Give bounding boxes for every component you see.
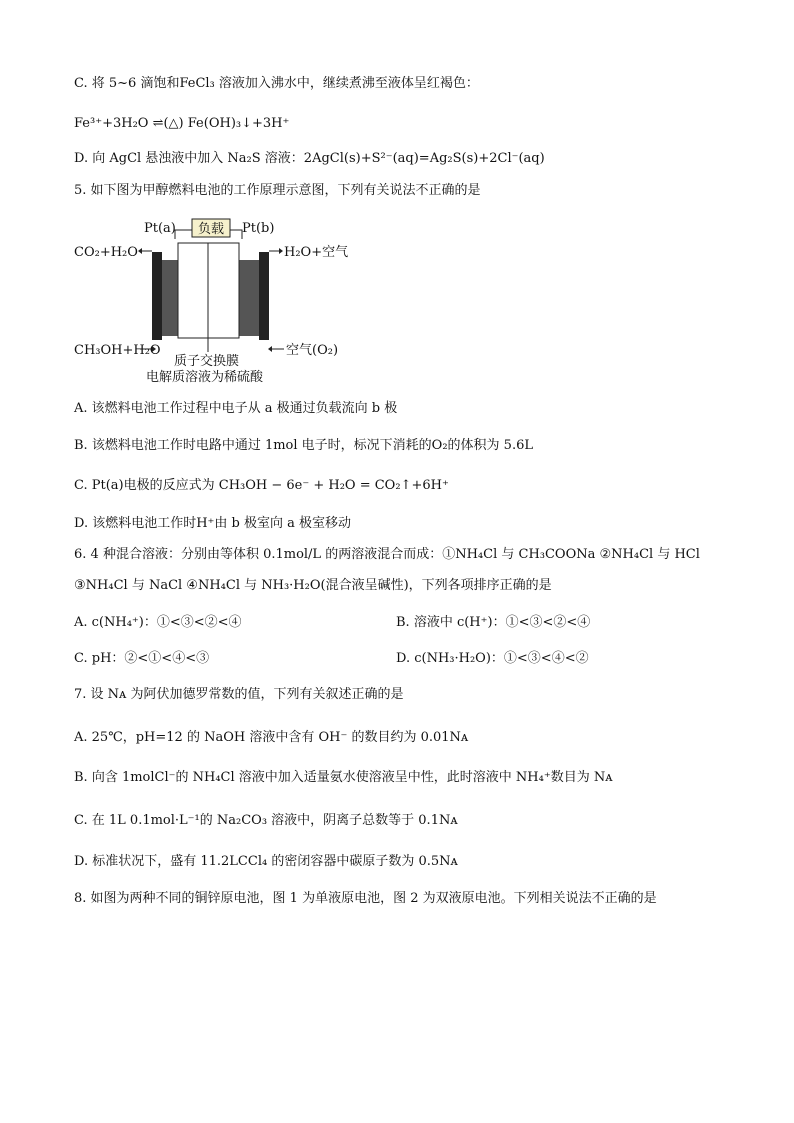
- q6-option-d: D. c(NH₃·H₂O)：①<③<④<②: [396, 651, 589, 666]
- q7-option-b: B. 向含 1molCl⁻的 NH₄Cl 溶液中加入适量氨水使溶液呈中性，此时溶液中 NH₄⁺数目为 Nᴀ: [74, 770, 613, 785]
- q8-stem: 8. 如图为两种不同的铜锌原电池，图 1 为单液原电池，图 2 为双液原电池。下列相关说法不正确的是: [74, 891, 657, 906]
- membrane-label: 质子交换膜: [174, 354, 240, 369]
- q5-option-a: A. 该燃料电池工作过程中电子从 a 极通过负载流向 b 极: [74, 401, 398, 416]
- q5-option-b: B. 该燃料电池工作时电路中通过 1mol 电子时，标况下消耗的O₂的体积为 5.6L: [74, 438, 533, 453]
- product-right-label: H₂O+空气: [284, 245, 349, 260]
- q5-stem: 5. 如下图为甲醇燃料电池的工作原理示意图，下列有关说法不正确的是: [74, 183, 481, 198]
- q6-option-c: C. pH：②<①<④<③: [74, 651, 210, 666]
- pt-b-label: Pt(b): [242, 221, 275, 236]
- q6-stem: 6. 4 种混合溶液：分别由等体积 0.1mol/L 的两溶液混合而成：①NH₄Cl 与 CH₃COONa ②NH₄Cl 与 HCl: [74, 547, 700, 562]
- q4-option-c-equation: Fe³⁺+3H₂O ⇌(△) Fe(OH)₃↓+3H⁺: [74, 116, 290, 131]
- q4-option-c: C. 将 5~6 滴饱和FeCl₃ 溶液加入沸水中，继续煮沸至液体呈红褐色：: [74, 76, 479, 91]
- q7-option-d: D. 标准状况下，盛有 11.2LCCl₄ 的密闭容器中碳原子数为 0.5Nᴀ: [74, 854, 458, 869]
- fuel-cell-diagram: [74, 212, 374, 387]
- q7-option-a: A. 25℃，pH=12 的 NaOH 溶液中含有 OH⁻ 的数目约为 0.01Nᴀ: [74, 730, 469, 745]
- q7-stem: 7. 设 Nᴀ 为阿伏加德罗常数的值，下列有关叙述正确的是: [74, 687, 404, 702]
- q7-option-c: C. 在 1L 0.1mol·L⁻¹的 Na₂CO₃ 溶液中，阴离子总数等于 0.1Nᴀ: [74, 813, 458, 828]
- product-left-label: CO₂+H₂O: [74, 245, 138, 260]
- pt-a-label: Pt(a): [144, 221, 176, 236]
- air-input-label: 空气(O₂): [286, 343, 339, 358]
- electrolyte-label: 电解质溶液为稀硫酸: [146, 370, 264, 385]
- q6-stem-cont: ③NH₄Cl 与 NaCl ④NH₄Cl 与 NH₃·H₂O(混合液呈碱性)，下列各项排序正确的是: [74, 578, 552, 593]
- q4-option-d: D. 向 AgCl 悬浊液中加入 Na₂S 溶液：2AgCl(s)+S²⁻(aq)=Ag₂S(s)+2Cl⁻(aq): [74, 151, 545, 166]
- fuel-input-label: CH₃OH+H₂O: [74, 343, 161, 358]
- q5-option-d: D. 该燃料电池工作时H⁺由 b 极室向 a 极室移动: [74, 516, 352, 531]
- q6-option-a: A. c(NH₄⁺)：①<③<②<④: [74, 615, 242, 630]
- load-label: 负载: [197, 222, 225, 237]
- q5-option-c: C. Pt(a)电极的反应式为 CH₃OH − 6e⁻ + H₂O = CO₂↑+6H⁺: [74, 478, 449, 493]
- q6-option-b: B. 溶液中 c(H⁺)：①<③<②<④: [396, 615, 591, 630]
